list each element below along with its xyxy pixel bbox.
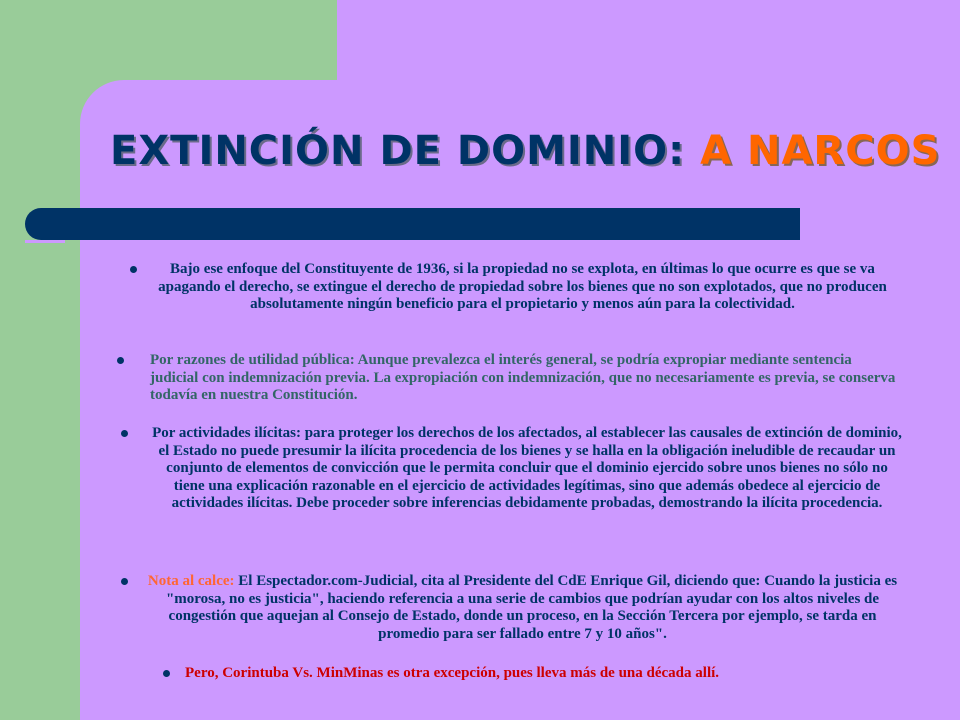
bullet-text: Por actividades ilícitas: para proteger los derechos de los afectados, al establecer las causales de extinción de dominio, el Estado no puede presumir la ilícita procedencia de los bienes y se halla en la obligación ineludible de recaudar un conjunto de elementos de convicción que le permita concluir que el dominio ejercido sobre unos bienes no sólo no tiene una explicación razonable en el ejercicio de actividades legítimas, sino que además obedece al ejercicio de actividades ilícitas. Debe proceder sobre inferencias debidamente probadas, demostrando la ilícita procedencia.	[152, 425, 902, 511]
slide-title	[110, 128, 940, 174]
bullet-text: El Espectador.com-Judicial, cita al Presidente del CdE Enrique Gil, diciendo que: Cuando la justicia es "morosa, no es justicia", haciendo referencia a una serie de cambios que podrían ayudar con los altos niveles de congestión que aquejan al Consejo de Estado, donde un proceso, en la Sección Tercera por ejemplo, se tarda en promedio para ser fallado entre 7 y 10 años".	[165, 573, 898, 642]
bullet-dot-icon	[121, 430, 128, 437]
top-panel	[337, 0, 960, 90]
bullet-item	[150, 352, 900, 405]
title-main: EXTINCIÓN DE DOMINIO:	[110, 128, 701, 174]
bullet-text: Por razones de utilidad pública: Aunque prevalezca el interés general, se podría expropiar mediante sentencia judicial con indemnización previa. La expropiación con indemnización, que no necesariamente es previa, se conserva todavía en nuestra Constitución.	[150, 352, 896, 403]
bullet-item	[185, 665, 875, 683]
bullet-dot-icon	[163, 670, 170, 677]
bullet-text: Bajo ese enfoque del Constituyente de 1936, si la propiedad no se explota, en últimas lo que ocurre es que se va apagando el derecho, se extingue el derecho de propiedad sobre los bienes que no son explotados, que no producen absolutamente ningún beneficio para el propietario y menos aún para la colectividad.	[158, 261, 887, 312]
bullet-item	[145, 573, 900, 643]
bar-notch	[25, 240, 65, 243]
footnote-label: Nota al calce:	[147, 573, 235, 589]
bullet-text: Pero, Corintuba Vs. MinMinas es otra excepción, pues lleva más de una década allí.	[185, 665, 720, 681]
bullet-item	[145, 261, 900, 314]
bullet-item	[152, 425, 902, 513]
bullet-dot-icon	[121, 578, 128, 585]
title-underline-bar	[25, 208, 800, 240]
title-accent: A NARCOS	[700, 128, 941, 174]
bullet-dot-icon	[130, 266, 137, 273]
bullet-dot-icon	[117, 357, 124, 364]
